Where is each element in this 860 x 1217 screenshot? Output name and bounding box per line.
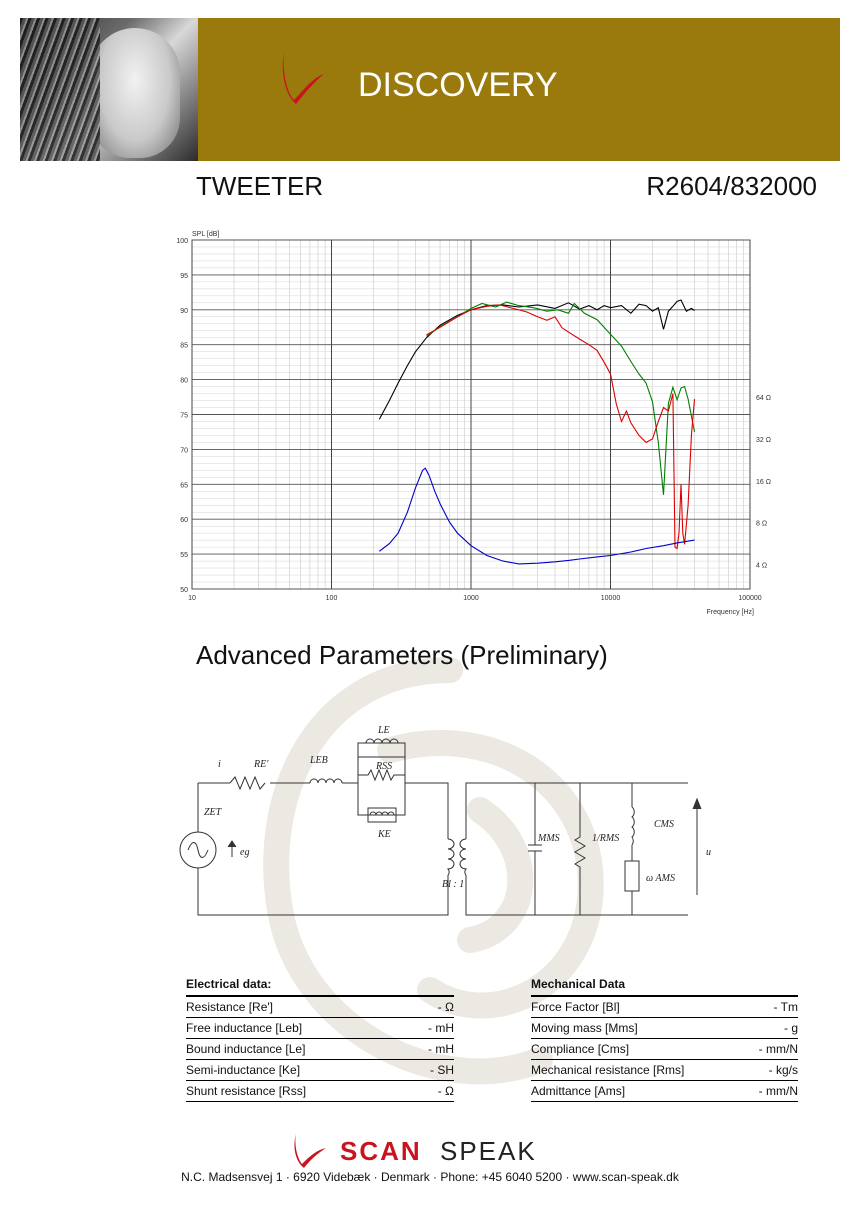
right-axis-label: 8 Ω xyxy=(756,520,768,528)
model-number: R2604/832000 xyxy=(646,171,817,201)
row-value: - Tm xyxy=(773,1000,798,1014)
header-photo xyxy=(20,18,198,161)
x-tick-label: 100 xyxy=(325,595,338,602)
table-row xyxy=(186,1018,454,1039)
mechanical-data-table xyxy=(531,975,798,1102)
label-ke: KE xyxy=(378,829,391,840)
right-axis-label: 32 Ω xyxy=(756,436,771,444)
row-value: - kg/s xyxy=(768,1063,798,1077)
row-label: Admittance [Ams] xyxy=(531,1084,626,1098)
right-axis-label: 16 Ω xyxy=(756,478,771,486)
row-label: Resistance [Re'] xyxy=(186,1000,273,1014)
equivalent-circuit-diagram xyxy=(170,715,710,930)
row-value: - mH xyxy=(428,1042,454,1056)
scanspeak-logo xyxy=(290,1132,570,1168)
table-row xyxy=(531,1039,798,1060)
table-row xyxy=(186,1060,454,1081)
x-tick-label: 10 xyxy=(188,595,196,602)
row-label: Force Factor [Bl] xyxy=(531,1000,620,1014)
label-le: LE xyxy=(378,725,390,736)
row-label: Shunt resistance [Rss] xyxy=(186,1084,307,1098)
table-row xyxy=(186,997,454,1018)
table-row xyxy=(531,997,798,1018)
x-tick-label: 100000 xyxy=(738,595,762,602)
electrical-data-table xyxy=(186,975,454,1102)
table-row xyxy=(531,1060,798,1081)
label-bl: Bl : 1 xyxy=(442,879,465,890)
x-tick-label: 10000 xyxy=(600,595,621,602)
label-i: i xyxy=(218,759,221,770)
row-label: Bound inductance [Le] xyxy=(186,1042,306,1056)
label-mms: MMS xyxy=(538,833,560,844)
row-value: - SH xyxy=(430,1063,454,1077)
row-label: Moving mass [Mms] xyxy=(531,1021,638,1035)
label-rms: 1/RMS xyxy=(592,833,620,844)
label-ams: ω AMS xyxy=(646,873,675,884)
y-tick-label: 70 xyxy=(180,447,188,455)
table-row xyxy=(186,1081,454,1102)
row-value: - mm/N xyxy=(758,1042,798,1056)
row-label: Semi-inductance [Ke] xyxy=(186,1063,301,1077)
mechanical-header: Mechanical Data xyxy=(531,975,798,997)
label-leb: LEB xyxy=(310,755,328,766)
footer-address: N.C. Madsensvej 1 · 6920 Videbæk · Denmark · Phone: +45 6040 5200 · www.scan-speak.dk xyxy=(181,1170,679,1184)
electrical-header: Electrical data: xyxy=(186,975,454,997)
label-zet: ZET xyxy=(204,807,222,818)
row-value: - mH xyxy=(428,1021,454,1035)
brand-title: DISCOVERY xyxy=(358,66,558,104)
y-tick-label: 55 xyxy=(180,552,188,560)
y-tick-label: 50 xyxy=(180,587,188,594)
y-tick-label: 95 xyxy=(180,272,188,280)
photo-hair xyxy=(20,18,100,161)
advanced-parameters-title: Advanced Parameters (Preliminary) xyxy=(196,640,608,670)
label-cms: CMS xyxy=(654,819,674,830)
table-row xyxy=(531,1081,798,1102)
row-value: - g xyxy=(783,1021,798,1035)
y-tick-label: 80 xyxy=(180,377,188,385)
table-row xyxy=(186,1039,454,1060)
row-value: - Ω xyxy=(437,1000,454,1014)
label-u: u xyxy=(706,847,711,858)
x-axis-label: Frequency [Hz] xyxy=(706,609,754,616)
y-tick-label: 85 xyxy=(180,342,188,350)
right-axis-label: 64 Ω xyxy=(756,395,771,403)
row-label: Free inductance [Leb] xyxy=(186,1021,303,1035)
logo-swoosh-icon xyxy=(294,1134,326,1168)
table-row xyxy=(531,1018,798,1039)
frequency-response-chart xyxy=(150,212,790,622)
y-tick-label: 65 xyxy=(180,482,188,490)
row-value: - mm/N xyxy=(758,1084,798,1098)
y-tick-label: 60 xyxy=(180,517,188,525)
product-type: TWEETER xyxy=(196,171,324,201)
row-label: Compliance [Cms] xyxy=(531,1042,630,1056)
logo-speak: SPEAK xyxy=(440,1136,537,1166)
photo-face xyxy=(90,28,180,158)
brand-logo-icon xyxy=(276,48,326,106)
logo-scan: SCAN xyxy=(340,1136,422,1166)
label-rss: RSS xyxy=(376,761,393,772)
label-re: RE' xyxy=(254,759,269,770)
y-tick-label: 75 xyxy=(180,412,188,420)
row-label: Mechanical resistance [Rms] xyxy=(531,1063,685,1077)
label-eg: eg xyxy=(240,847,250,858)
right-axis-label: 4 Ω xyxy=(756,562,768,570)
x-tick-label: 1000 xyxy=(463,595,479,602)
y-tick-label: 90 xyxy=(180,307,188,315)
row-value: - Ω xyxy=(437,1084,454,1098)
y-axis-label: SPL [dB] xyxy=(192,231,220,238)
y-tick-label: 100 xyxy=(176,238,188,245)
